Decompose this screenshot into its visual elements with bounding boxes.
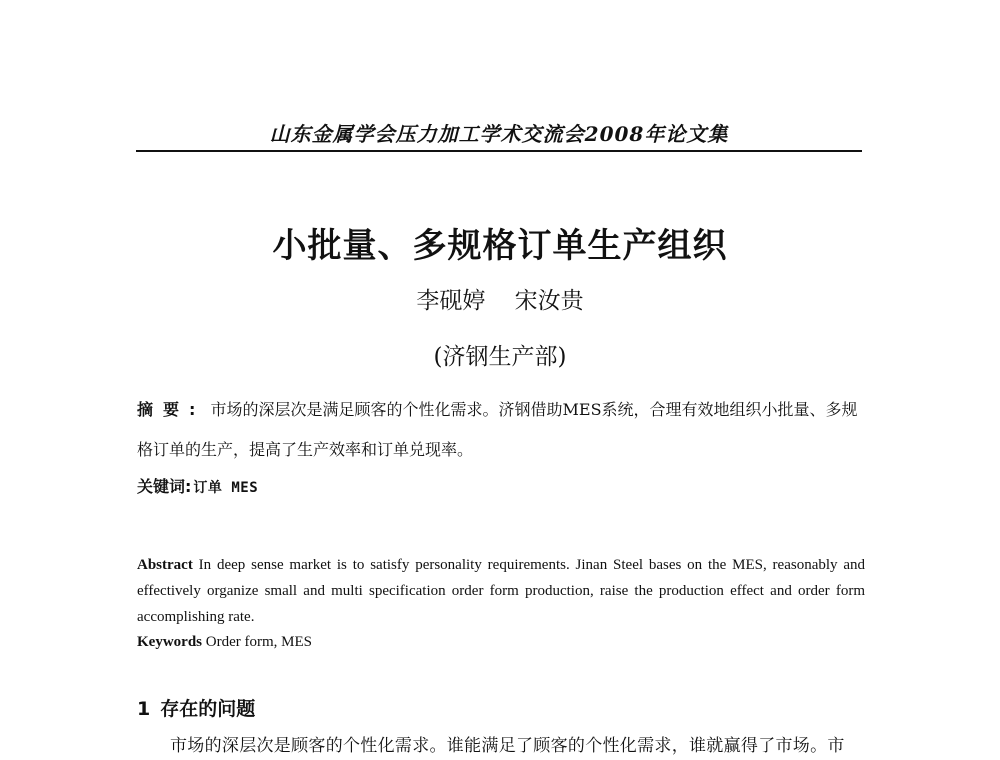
abstract-chinese (137, 390, 863, 470)
abstract-chinese-text: 市场的深层次是满足顾客的个性化需求。济钢借助MES系统，合理有效地组织小批量、多规格订单的生产，提高了生产效率和订单兑现率。 (137, 400, 858, 459)
keywords-chinese-label: 关键词: (137, 477, 192, 496)
running-header: 山东金属学会压力加工学术交流会2008年论文集 (269, 122, 729, 146)
author-name: 宋汝贵 (514, 288, 584, 314)
section-title: 存在的问题 (160, 698, 256, 720)
keywords-chinese (137, 474, 258, 497)
section-heading (137, 694, 255, 721)
paper-title: 小批量、多规格订单生产组织 (272, 226, 728, 266)
affiliation: (济钢生产部) (433, 344, 567, 370)
keywords-english (137, 634, 312, 651)
header-rule (136, 150, 862, 152)
abstract-chinese-label: 摘要: (137, 400, 206, 419)
keywords-english-text: Order form, MES (205, 634, 312, 650)
abstract-english-label: Abstract (137, 557, 193, 573)
keywords-chinese-values: 订单 MES (193, 480, 259, 496)
author-name: 李砚婷 (416, 288, 486, 314)
body-paragraph: 市场的深层次是顾客的个性化需求。谁能满足了顾客的个性化需求，谁就赢得了市场。市 (170, 736, 845, 756)
section-number: 1 (137, 698, 151, 720)
authors (0, 282, 1000, 315)
abstract-english (137, 552, 865, 630)
abstract-english-text: In deep sense market is to satisfy personality requirements. Jinan Steel bases on the MES, reasonably and effectively organize small and multi specification order form production, raise the production effect and order form accomplishing rate. (137, 557, 865, 625)
keywords-english-label: Keywords (137, 634, 202, 650)
